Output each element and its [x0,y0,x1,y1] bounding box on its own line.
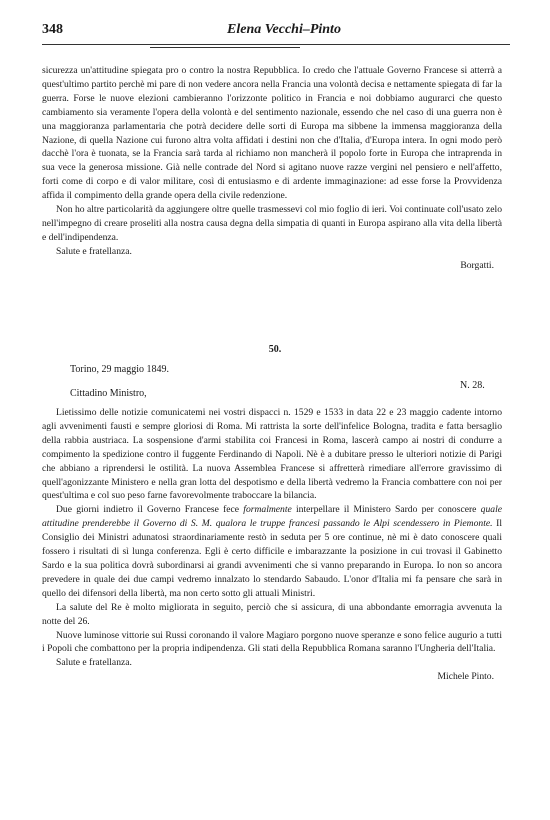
page-header [42,22,510,42]
letter-number: 50. [268,344,282,355]
header-rule [42,44,510,45]
document-reference: N. 28. [460,380,485,391]
letter-49-paragraph-1: sicurezza un'attitudine spiegata pro o contro la nostra Repubblica. Io credo che l'attuale Governo Francese si atterrà a quest'ultimo partito perchè mi pare di non vedere ancora nella Francia una volontà decisa e nettamente spiegata di far la guerra. Forse le nuove elezioni cambieranno l'orizzonte politico in Francia e noi dobbiamo augurarci che questo cambiamento sia veramente l'opera della volontà e del sentimento nazionale, essendo che nel caso di una guerra non è una maggioranza parlamentaria che potrà decidere delle sorti di Europa ma sibbene la immensa maggioranza della Nazione, di quella Nazione cui furono altra volta affidati i destini non che d'Italia, d'Europa intera. In ogni modo però dacchè l'ora è tuonata, se la Francia sarà tarda al richiamo non mancherà il popolo forte in Europa che intraprenda in sua vece la generosa missione. Già nelle contrade del Nord si agitano nuove razze vergini nel pensiero e nell'affetto, forti come di corpo e di valor militare, così di entusiasmo e di ardente immaginazione: ad esse forse la Provvidenza affida il compimento della grande opera della civile redenzione. [42,65,502,202]
header-rule-short [150,47,300,48]
quoted-question: quale attitudine prenderebbe il Governo di S. M. qualora le truppe francesi passando le Alpi scendessero in Piemonte. [42,504,502,530]
page-number: 348 [42,22,63,37]
letter-50-signature: Michele Pinto. [437,671,494,683]
letter-50-paragraph-1: Lietissimo delle notizie comunicatemi nei vostri dispacci n. 1529 e 1533 in data 22 e 23 maggio cadente intorno agli avvenimenti fausti e sempre gloriosi di Roma. Mi rattrista la sorte dell'infelice Bologna, tradita e fatta bersaglio della rabbia austriaca. La sospensione d'armi stabilita coi Francesi in Roma, lascerà campo ai nostri di condurre a compimento la spedizione contro il fuggente Ferdinando di Napoli. Nè è a dubitare presso le ulteriori notizie di Parigi che abbiano a riprendersi le ostilità. La nuova Assemblea Francese si affretterà rimediare all'errore gravissimo di quell'agonizzante Ministero e nella gran lotta del despotismo e della libertà vedremo la Francia combattere con noi per quest'ultima e col suo peso farne favorevolmente traboccare la bilancia. [42,407,502,502]
letter-49-paragraph-2: Non ho altre particolarità da aggiungere oltre quelle trasmessevi col mio foglio di ieri. Voi continuate coll'usato zelo nell'impegno di creare proseliti alla nostra causa degna della simpatia di quanti in Europa aspirano alla vita della libertà e dell'indipendenza. [42,204,502,243]
letter-50-body [42,406,502,684]
letter-50-paragraph-2 [42,503,502,600]
letter-date: Torino, 29 maggio 1849. [70,364,170,375]
letter-50-closing: Salute e fratellanza. [56,657,132,669]
letter-50-paragraph-4: Nuove luminose vittorie sui Russi coronando il valore Magiaro porgono nuove speranze e sono felice augurio a tutti i Popoli che combattono per la propria indipendenza. Gli stati della Repubblica Romana saranno l'Ungheria dell'Italia. [42,629,502,655]
emphasis-text: formalmente [243,504,292,516]
letter-49-closing: Salute e fratellanza. [56,245,132,257]
letter-salutation: Cittadino Ministro, [70,388,147,399]
letter-49-body [42,64,502,273]
running-title: Elena Vecchi–Pinto [227,22,341,37]
letter-50-paragraph-3: La salute del Re è molto migliorata in seguito, perciò che si assicura, di una abbondante emorragia avvenuta la notte del 26. [42,601,502,627]
paragraph-text: interpellare il Ministero Sardo per conoscere [291,504,481,516]
letter-49-signature: Borgatti. [460,259,494,271]
paragraph-text: Due giorni indietro il Governo Francese fece [56,504,244,516]
paragraph-text: Il Consiglio dei Ministri adunatosi straordinariamente restò in seduta per 5 ore continue, nè mi è dato conoscere quali fossero i risultati di sì lunga conferenza. Egli è certo difficile e imbarazzante la posizione in cui trovasi il Gabinetto Sardo e la sua politica dovrà subordinarsi ai grandi avvenimenti che si vanno preparando in Europa. Io non so ancora prevedere in quale dei due campi vedremo innalzato lo stendardo Sabaudo. L'onor d'Italia mi fa pensare che sarà in quello dei difensori della libertà, ma non certo sotto gli attuali Ministri. [42,518,502,599]
